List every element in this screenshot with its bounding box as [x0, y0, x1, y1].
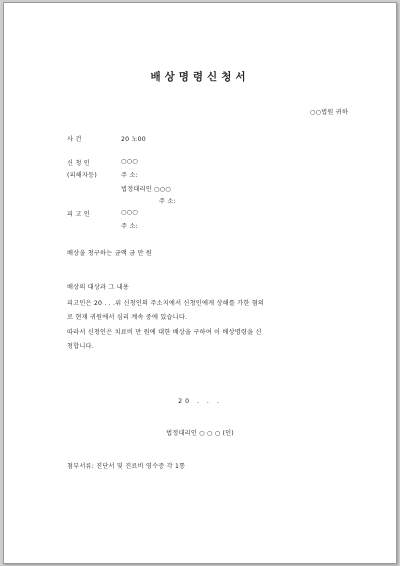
- respondent-address-label: 주 소:: [121, 223, 138, 230]
- applicant-address-label: 주 소:: [121, 172, 138, 179]
- reason-heading: 배상의 대상과 그 내용: [67, 284, 130, 291]
- reason-line: 로 현재 귀원에서 심리 계속 중에 있습니다.: [67, 314, 188, 321]
- respondent-name: ○○○: [121, 209, 138, 216]
- respondent-label: 피 고 인: [67, 211, 90, 218]
- case-number: 20 노00: [121, 136, 146, 143]
- applicant-label: 신 청 인: [67, 160, 90, 167]
- attachments: 첨부서류: 진단서 및 진료비 영수증 각 1통: [67, 463, 186, 470]
- signature-line: 법정대리인 ○ ○ ○ (인): [166, 430, 234, 437]
- reason-line: 청합니다.: [67, 343, 94, 350]
- document-title: 배상명령신청서: [150, 71, 250, 83]
- applicant-label-sub: (피해자등): [67, 172, 97, 179]
- case-label: 사 건: [67, 136, 82, 143]
- document-date: 20 . . .: [178, 398, 222, 405]
- reason-line: 피고인은 20 . . .위 신청인의 주소지에서 신청인에게 상해를 가한 혐의: [67, 300, 265, 307]
- agent-name: 법정대리인 ○○○: [121, 186, 171, 193]
- document-page: [3, 2, 397, 564]
- reason-line: 따라서 신청인은 치료비 만 원에 대한 배상을 구하여 이 배상명령을 신: [67, 329, 262, 336]
- claim-amount: 배상을 청구하는 금액 금 만 원: [67, 250, 152, 257]
- applicant-name: ○○○: [121, 158, 138, 165]
- court-addressee: ○○법원 귀하: [309, 109, 348, 116]
- agent-address-label: 주 소:: [159, 198, 176, 205]
